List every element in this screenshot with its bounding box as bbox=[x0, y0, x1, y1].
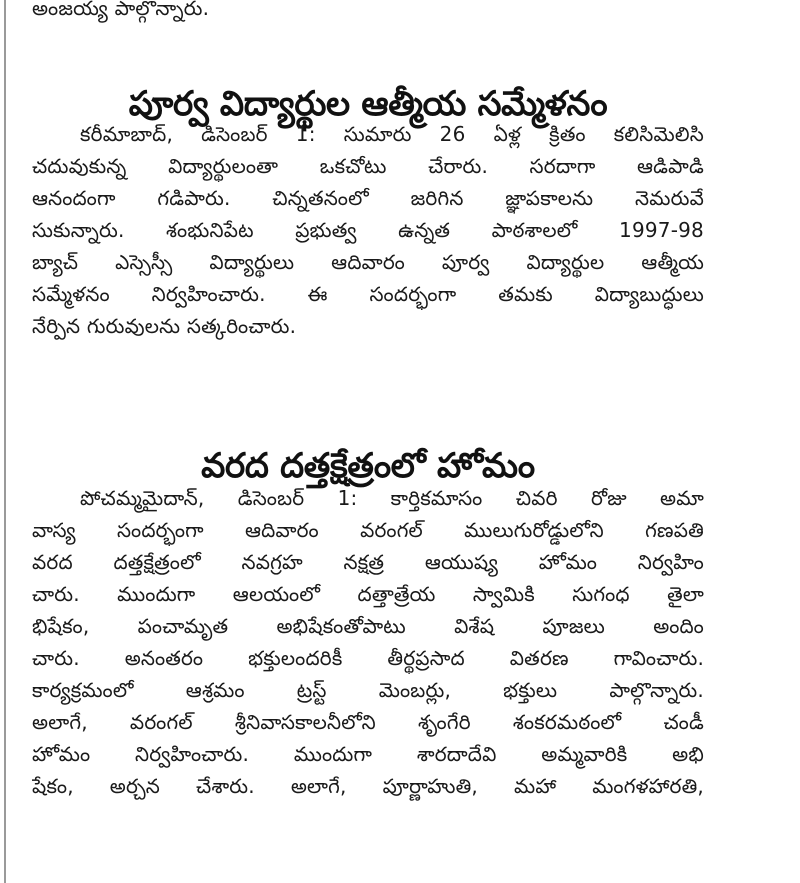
article-1-line: సమ్మేళనం నిర్వహించారు. ఈ సందర్భంగా తమకు విద్యాబుద్ధులు bbox=[32, 282, 704, 306]
article-2-line: కార్యక్రమంలో ఆశ్రమం ట్రస్ట్ మెంబర్లు, భక్తులు పాల్గొన్నారు. bbox=[32, 678, 704, 702]
article-2-line: వాస్య సందర్భంగా ఆదివారం వరంగల్ ములుగురోడ్డులోని గణపతి bbox=[32, 518, 704, 542]
article-1-line: సుకున్నారు. శంభునిపేట ప్రభుత్వ ఉన్నత పాఠశాలలో 1997-98 bbox=[32, 218, 704, 242]
article-2-line: పోచమ్మమైదాన్, డిసెంబర్ 1: కార్తికమాసం చివరి రోజు అమా bbox=[80, 486, 704, 510]
article-2-line: చారు. అనంతరం భక్తులందరికీ తీర్థప్రసాద వితరణ గావించారు. bbox=[32, 646, 704, 670]
article-1-body bbox=[32, 118, 704, 342]
article-2-line: చారు. ముందుగా ఆలయంలో దత్తాత్రేయ స్వామికి సుగంధ తైలా bbox=[32, 582, 704, 606]
article-1-line: కరీమాబాద్, డిసెంబర్ 1: సుమారు 26 ఏళ్ల క్రితం కలిసిమెలిసి bbox=[80, 122, 704, 146]
article-2-line: భిషేకం, పంచామృత అభిషేకంతోపాటు విశేష పూజలు అందిం bbox=[32, 614, 704, 638]
article-2-line: అలాగే, వరంగల్ శ్రీనివాసకాలనీలోని శృంగేరి శంకరమఠంలో చండీ bbox=[32, 710, 704, 734]
article-2-line: షేకం, అర్చన చేశారు. అలాగే, పూర్ణాహుతి, మహా మంగళహారతి, bbox=[32, 774, 704, 798]
article-1-headline: పూర్వ విద్యార్థుల ఆత్మీయ సమ్మేళనం bbox=[128, 84, 608, 125]
article-1-line: నేర్పిన గురువులను సత్కరించారు. bbox=[32, 314, 297, 338]
column-rule bbox=[4, 0, 6, 883]
article-2-line: వరద దత్తక్షేత్రంలో నవగ్రహ నక్షత్ర ఆయుష్య హోమం నిర్వహిం bbox=[32, 550, 704, 574]
article-2-body bbox=[32, 482, 704, 802]
article-1-line: చదువుకున్న విద్యార్థులంతా ఒకచోటు చేరారు. సరదాగా ఆడిపాడి bbox=[32, 154, 704, 178]
article-1-line: ఆనందంగా గడిపారు. చిన్నతనంలో జరిగిన జ్ఞాపకాలను నెమరువే bbox=[32, 186, 704, 210]
article-1-line: బ్యాచ్ ఎస్సెస్సీ విద్యార్థులు ఆదివారం పూర్వ విద్యార్థుల ఆత్మీయ bbox=[32, 250, 704, 274]
previous-article-tail: అంజయ్య పాల్గొన్నారు. bbox=[32, 0, 210, 20]
article-2-headline: వరద దత్తక్షేత్రంలో హోమం bbox=[201, 446, 535, 487]
article-2-line: హోమం నిర్వహించారు. ముందుగా శారదాదేవి అమ్మవారికి అభి bbox=[32, 742, 704, 766]
